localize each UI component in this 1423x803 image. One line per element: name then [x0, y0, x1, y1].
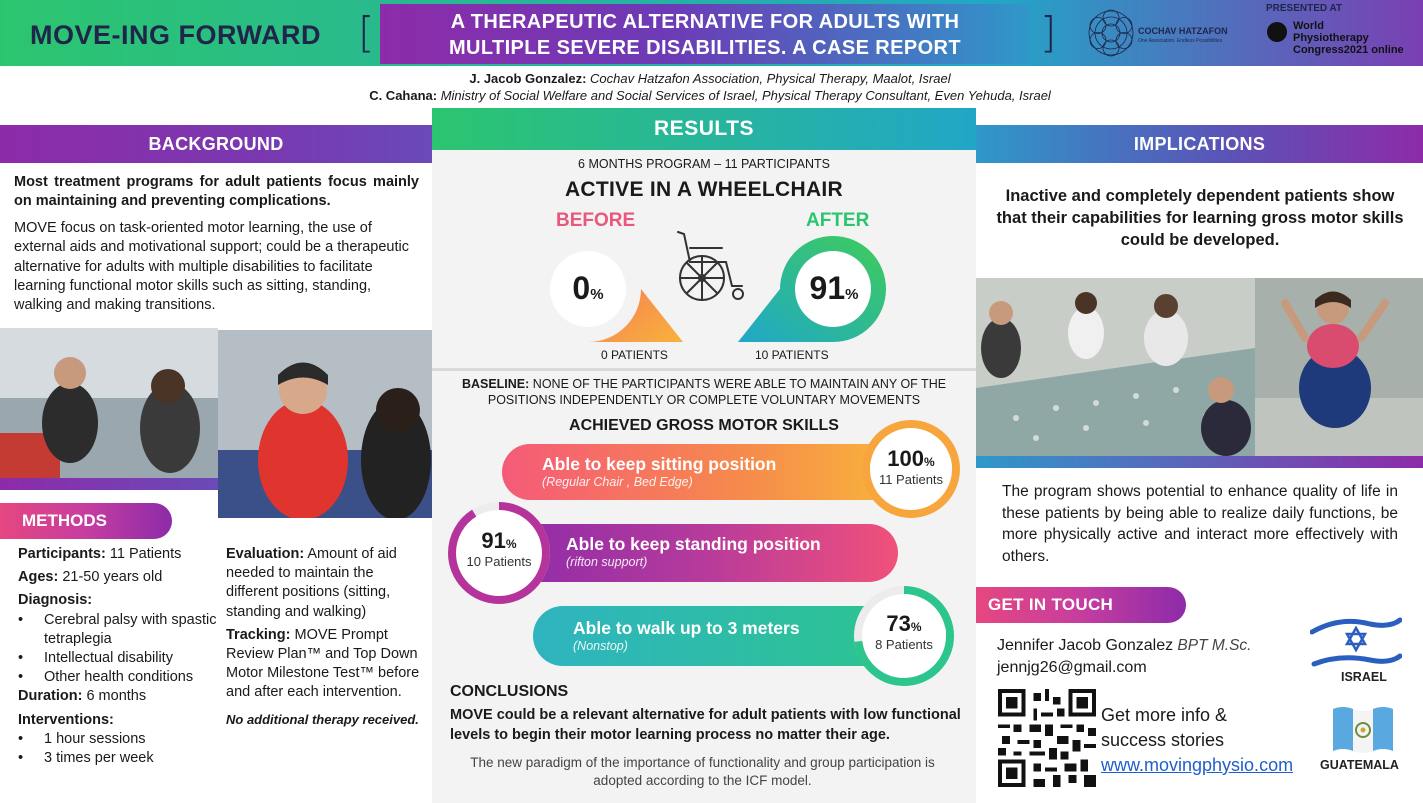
skill-walking-pct: % — [910, 620, 922, 634]
skill-walking-title: Able to walk up to 3 meters — [573, 618, 800, 638]
duration-value: 6 months — [82, 688, 147, 705]
skill-standing-title: Able to keep standing position — [566, 534, 821, 554]
skill-standing-pill — [500, 524, 898, 582]
authors-block — [330, 70, 1090, 104]
cochav-logo-tagline: One Association. Endless Possibilities — [1138, 38, 1223, 44]
skill-sitting-value — [870, 446, 952, 472]
tracking-row — [226, 626, 426, 703]
skill-sitting-stat — [870, 446, 952, 487]
baseline-text — [442, 376, 966, 408]
brand-title: MOVE-ING FORWARD — [30, 20, 321, 50]
list-item: • Cerebral palsy with spastic tetraplegia — [18, 611, 218, 649]
after-patients: 10 PATIENTS — [755, 348, 829, 362]
methods-column-left — [18, 545, 218, 768]
photo-woman-wheelchair — [1255, 278, 1423, 456]
participants-row — [18, 545, 218, 564]
contact-name — [997, 637, 1251, 655]
no-therapy-note: No additional therapy received. — [226, 711, 419, 727]
after-value — [784, 270, 884, 307]
implications-photo-strip — [976, 456, 1423, 468]
photo-therapy-red-shirt — [218, 330, 432, 518]
interventions-label-text: Interventions: — [18, 711, 114, 728]
author-2-name: C. Cahana: — [369, 88, 438, 103]
results-divider — [432, 368, 976, 371]
after-value-number: 91 — [809, 270, 846, 306]
participants-label: Participants: — [18, 546, 106, 562]
before-patients: 0 PATIENTS — [601, 348, 668, 362]
qr-code-icon[interactable] — [998, 689, 1096, 787]
author-1 — [330, 70, 1090, 87]
implications-bold-text: Inactive and completely dependent patients show that their capabilities for learning gross motor skills could be developed. — [996, 187, 1404, 249]
skill-standing-value — [458, 528, 540, 554]
methods-heading: METHODS — [0, 503, 172, 539]
results-heading: RESULTS — [432, 108, 976, 150]
diagnosis-label — [18, 591, 218, 610]
background-heading: BACKGROUND — [0, 125, 432, 163]
ages-value: 21-50 years old — [58, 569, 163, 586]
skill-standing-number: 91 — [481, 528, 506, 553]
country-guatemala: GUATEMALA — [1320, 758, 1399, 772]
author-1-name: J. Jacob Gonzalez: — [469, 71, 587, 86]
conclusions-heading: CONCLUSIONS — [450, 683, 569, 700]
skill-walking-patients: 8 Patients — [875, 637, 933, 652]
list-item: • 3 times per week — [18, 749, 218, 768]
wpc-line2: Physiotherapy — [1293, 32, 1369, 44]
contact-credentials: BPT M.Sc. — [1173, 637, 1252, 654]
implications-text: The program shows potential to enhance quality of life in these patients by being able to realize daily functions, be more physically active and interact more effectively with others. — [1002, 483, 1398, 565]
poster-title-line2: MULTIPLE SEVERE DISABILITIES. A CASE REPORT — [448, 37, 962, 59]
list-item: • 1 hour sessions — [18, 730, 218, 749]
before-label: BEFORE — [556, 210, 636, 231]
contact-name-text: Jennifer Jacob Gonzalez — [997, 637, 1174, 654]
interventions-label — [18, 711, 218, 730]
conclusions-note: The new paradigm of the importance of functionality and group participation is adopted according to the ICF model. — [470, 755, 935, 788]
interventions-list — [18, 730, 218, 768]
author-2-affiliation: Ministry of Social Welfare and Social Services of Israel, Physical Therapy Consultant, Even Yehuda, Israel — [440, 88, 1051, 103]
list-item: • Other health conditions — [18, 668, 218, 687]
implications-heading: IMPLICATIONS — [976, 125, 1423, 163]
bracket-left: [ — [358, 8, 375, 57]
results-program: 6 MONTHS PROGRAM – 11 PARTICIPANTS — [578, 157, 830, 171]
guatemala-flag-icon — [1331, 703, 1395, 755]
photo-group-table — [976, 278, 1255, 456]
background-text: MOVE focus on task-oriented motor learning, the use of external aids and motivational support; could be a therapeutic alternative for adults with multiple disabilities to facilitate learning functional motor skills such as sitting, standing, walking and making transitions. — [14, 220, 409, 314]
israel-flag-icon — [1310, 614, 1402, 674]
skill-standing-sub: (rifton support) — [566, 555, 648, 569]
author-2 — [330, 87, 1090, 104]
tracking-value: MOVE Prompt Review Plan™ and Top Down Motor Milestone Test™ before and after each intervention. — [226, 626, 420, 701]
skill-walking-value — [862, 611, 946, 637]
duration-label: Duration: — [18, 688, 83, 705]
country-israel: ISRAEL — [1341, 670, 1387, 684]
skill-sitting-number: 100 — [887, 446, 925, 471]
skill-sitting-patients: 11 Patients — [878, 472, 944, 487]
skill-walking-stat — [862, 611, 946, 652]
cochav-logo-name: COCHAV HATZAFON — [1138, 26, 1228, 36]
ages-row — [18, 568, 218, 587]
tracking-label: Tracking: — [226, 626, 291, 643]
poster-title — [380, 4, 1030, 64]
skill-standing-stat — [458, 528, 540, 569]
evaluation-label: Evaluation: — [226, 546, 305, 562]
wpc-logo-icon — [1267, 22, 1287, 42]
participants-value: 11 Patients — [105, 546, 182, 562]
skill-standing-patients: 10 Patients — [466, 554, 532, 569]
baseline-label: BASELINE: — [461, 377, 530, 391]
wpc-line1: World — [1293, 20, 1324, 32]
author-1-affiliation: Cochav Hatzafon Association, Physical Therapy, Maalot, Israel — [590, 71, 951, 86]
before-value-pct: % — [590, 286, 604, 303]
wpc-logo-text — [1293, 20, 1418, 56]
poster-title-line1: A THERAPEUTIC ALTERNATIVE FOR ADULTS WITH — [450, 11, 960, 33]
evaluation-value: Amount of aid needed to maintain the different positions (sitting, standing and walking) — [226, 546, 397, 620]
results-active-title: ACTIVE IN A WHEELCHAIR — [564, 178, 844, 201]
after-label: AFTER — [806, 210, 870, 231]
diagnosis-list — [18, 611, 218, 688]
skill-sitting-sub: (Regular Chair , Bed Edge) — [542, 475, 693, 489]
get-in-touch-heading: GET IN TOUCH — [976, 587, 1186, 623]
cochav-logo-icon — [1086, 8, 1136, 58]
skill-sitting-title: Able to keep sitting position — [542, 454, 777, 474]
skill-sitting-pct: % — [924, 455, 935, 469]
ages-label: Ages: — [18, 569, 59, 586]
methods-column-right — [226, 545, 426, 728]
skill-walking-number: 73 — [886, 611, 911, 636]
before-value-number: 0 — [572, 270, 591, 306]
more-info-block — [1101, 703, 1311, 778]
achieved-heading: ACHIEVED GROSS MOTOR SKILLS — [569, 417, 839, 434]
evaluation-row — [226, 545, 426, 622]
conclusions-text: MOVE could be a relevant alternative for adult patients with low functional levels to begin their motor learning process no matter their age. — [450, 707, 961, 743]
contact-email[interactable]: jennjg26@gmail.com — [997, 659, 1147, 676]
background-bold-text: Most treatment programs for adult patients focus mainly on maintaining and preventing complications. — [14, 174, 419, 209]
website-link[interactable]: www.movingphysio.com — [1101, 755, 1294, 775]
duration-row — [18, 687, 218, 706]
diagnosis-label-text: Diagnosis: — [18, 592, 93, 609]
more-info-line1: Get more info & — [1101, 705, 1228, 725]
baseline-body: NONE OF THE PARTICIPANTS WERE ABLE TO MAINTAIN ANY OF THE POSITIONS INDEPENDENTLY OR COMPLETE VOLUNTARY MOVEMENTS — [487, 377, 947, 407]
more-info-line2: success stories — [1101, 730, 1225, 750]
skill-standing-pct: % — [505, 537, 517, 551]
list-item: • Intellectual disability — [18, 649, 218, 668]
background-photo-strip — [0, 478, 218, 490]
skill-walking-sub: (Nonstop) — [573, 639, 628, 653]
before-value — [538, 270, 638, 307]
bracket-right: ] — [1040, 8, 1057, 57]
skill-sitting-pill — [502, 444, 902, 500]
presented-at-label: PRESENTED AT — [1266, 3, 1343, 14]
after-value-pct: % — [845, 286, 859, 303]
wpc-line3: Congress2021 online — [1293, 44, 1404, 56]
photo-therapy-sitting — [0, 328, 218, 478]
